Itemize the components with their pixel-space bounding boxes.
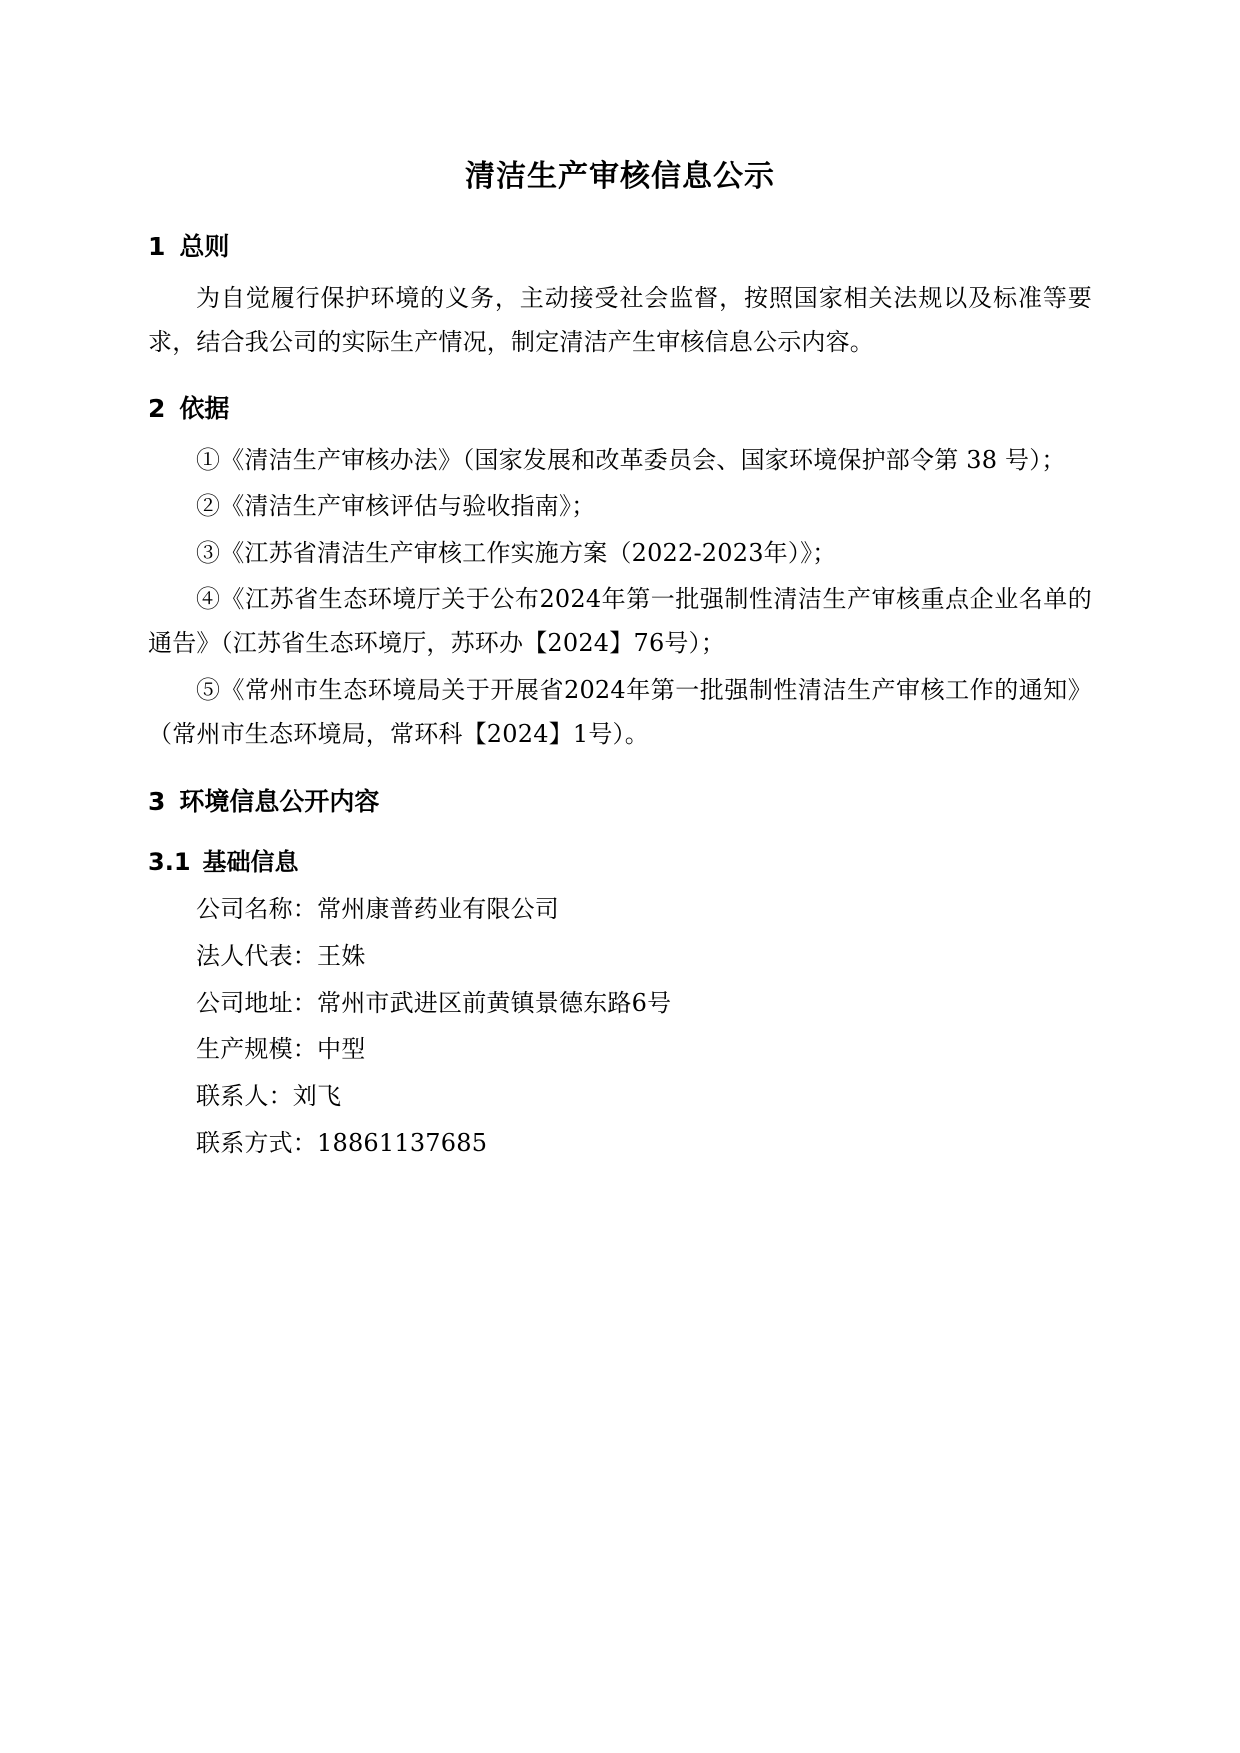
section-number-1: 1 bbox=[148, 232, 166, 261]
section-2-paragraph-3: ③《江苏省清洁生产审核工作实施方案（2022-2023年）》； bbox=[196, 538, 837, 567]
section-number-3: 3 bbox=[148, 786, 166, 816]
section-title-3: 环境信息公开内容 bbox=[179, 786, 380, 816]
info-item-company-address: 公司地址：常州市武进区前黄镇景德东路6号 bbox=[196, 988, 672, 1017]
section-2-paragraph-2: ②《清洁生产审核评估与验收指南》； bbox=[196, 492, 596, 521]
subsection-heading-3-1 bbox=[148, 844, 1092, 880]
section-title-1: 总则 bbox=[179, 232, 230, 261]
section-1-paragraph-1: 为自觉履行保护环境的义务，主动接受社会监督，按照国家相关法规以及标准等要求，结合我公司的实际生产情况，制定清洁产生审核信息公示内容。 bbox=[148, 283, 1092, 356]
subsection-number-3-1: 3.1 bbox=[148, 848, 191, 877]
info-item-legal-representative: 法人代表：王姝 bbox=[196, 941, 366, 970]
section-2-paragraph-1: ①《清洁生产审核办法》（国家发展和改革委员会、国家环境保护部令第 38 号）； bbox=[196, 445, 1066, 474]
section-title-2: 依据 bbox=[179, 394, 230, 424]
info-item-contact-person: 联系人：刘飞 bbox=[196, 1082, 342, 1111]
section-number-2: 2 bbox=[148, 394, 166, 424]
section-heading-3 bbox=[148, 783, 1092, 821]
section-2-paragraph-4: ④《江苏省生态环境厅关于公布2024年第一批强制性清洁生产审核重点企业名单的通告》（江苏省生态环境厅，苏环办【2024】76号）； bbox=[148, 584, 1092, 658]
section-2-paragraph-5: ⑤《常州市生态环境局关于开展省2024年第一批强制性清洁生产审核工作的通知》（常州市生态环境局，常环科【2024】1号）。 bbox=[148, 675, 1092, 749]
info-item-company-name: 公司名称：常州康普药业有限公司 bbox=[196, 895, 559, 924]
section-heading-2 bbox=[148, 390, 1092, 428]
page-title: 清洁生产审核信息公示 bbox=[465, 159, 775, 194]
subsection-title-3-1: 基础信息 bbox=[202, 848, 299, 877]
section-heading-1 bbox=[148, 228, 1092, 266]
info-item-contact-phone: 联系方式：18861137685 bbox=[196, 1129, 488, 1157]
info-item-production-scale: 生产规模：中型 bbox=[196, 1035, 366, 1064]
